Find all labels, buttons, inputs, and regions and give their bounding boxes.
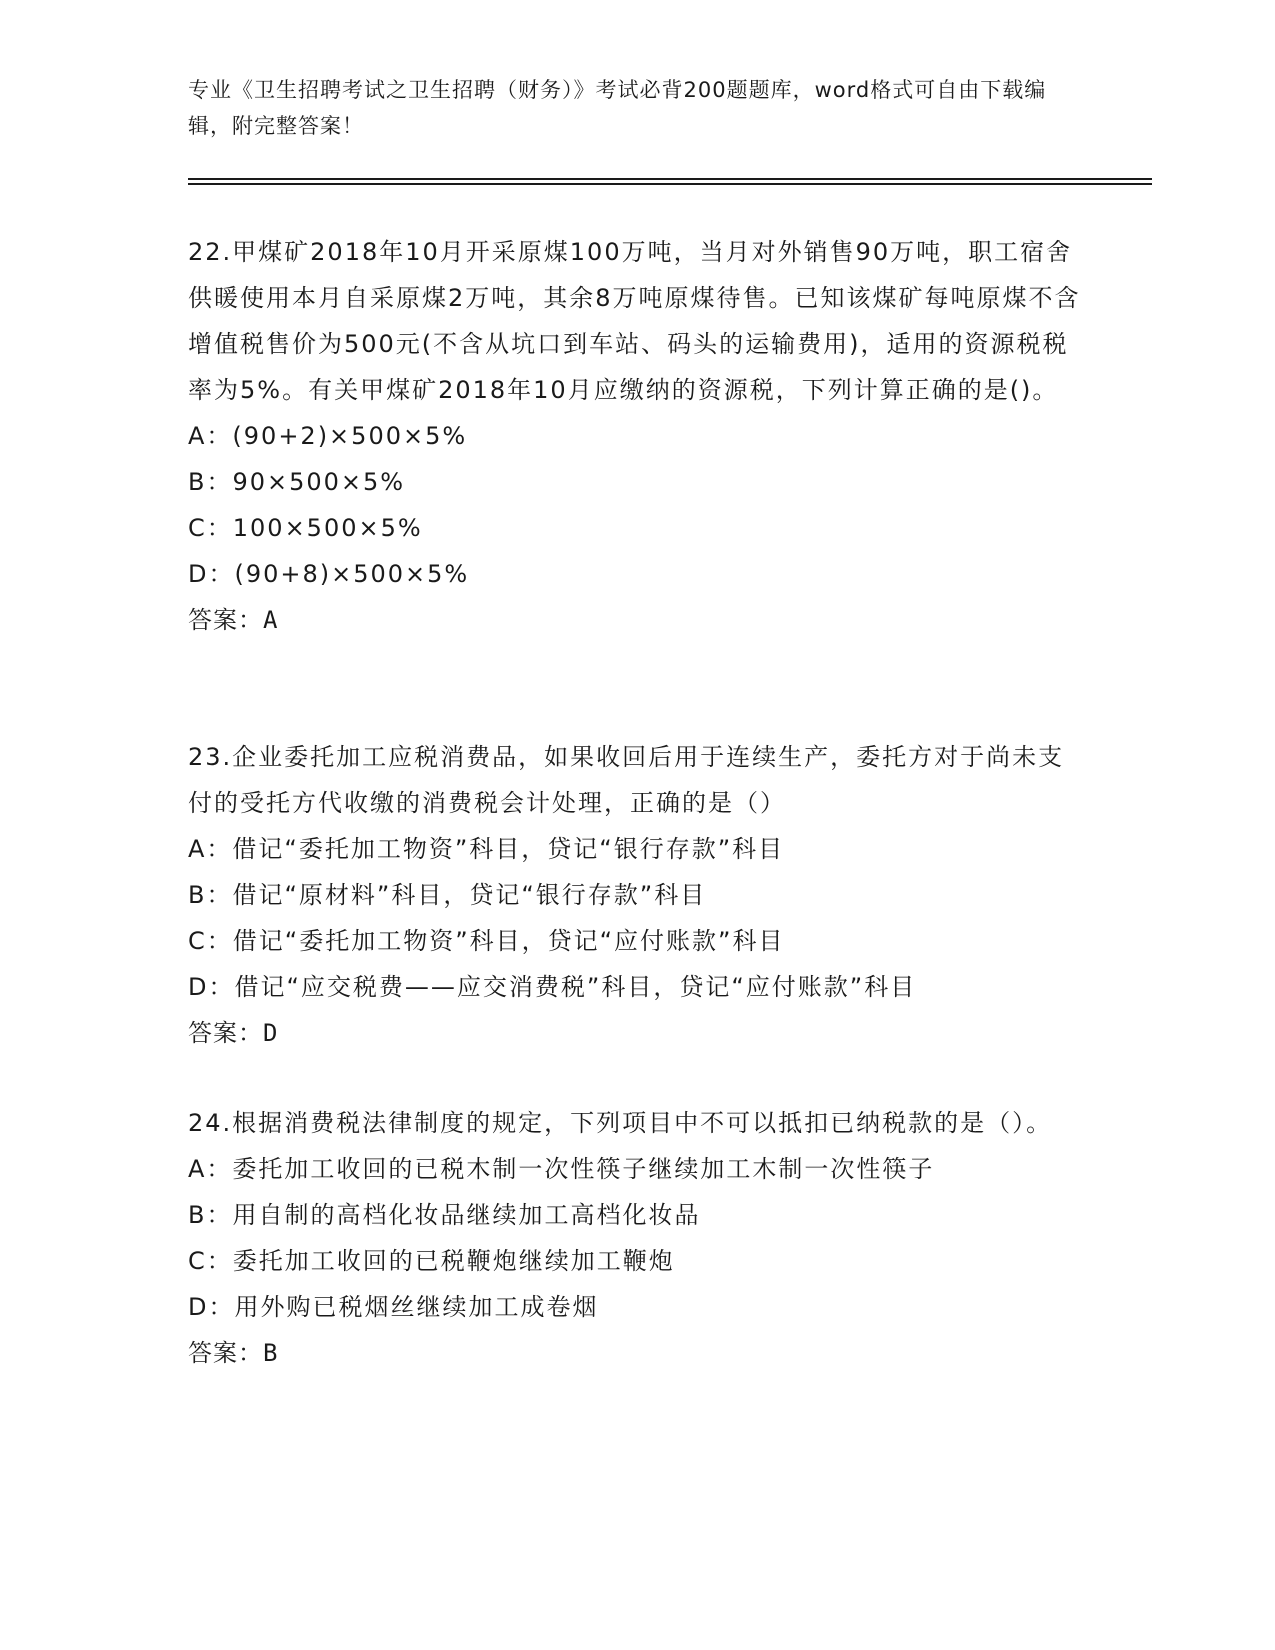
answer-label: 答案： — [188, 606, 263, 634]
option-d: D：借记“应交税费——应交消费税”科目，贷记“应付账款”科目 — [188, 973, 917, 1001]
option-d: D：(90+8)×500×5% — [188, 560, 470, 588]
option-c: C：借记“委托加工物资”科目，贷记“应付账款”科目 — [188, 927, 785, 955]
option-a: A：(90+2)×500×5% — [188, 422, 468, 450]
question-24 — [188, 1100, 1088, 1376]
answer-label: 答案： — [188, 1019, 263, 1047]
answer-value: D — [263, 1019, 279, 1047]
answer-line — [188, 1010, 1088, 1056]
answer-value: B — [263, 1339, 279, 1367]
option-a: A：借记“委托加工物资”科目，贷记“银行存款”科目 — [188, 835, 785, 863]
question-stem: 23.企业委托加工应税消费品，如果收回后用于连续生产，委托方对于尚未支付的受托方代收缴的消费税会计处理，正确的是（） — [188, 743, 1065, 817]
answer-label: 答案： — [188, 1339, 263, 1367]
answer-value: A — [263, 606, 279, 634]
answer-line — [188, 1330, 1088, 1376]
option-b: B：用自制的高档化妆品继续加工高档化妆品 — [188, 1201, 701, 1229]
option-d: D：用外购已税烟丝继续加工成卷烟 — [188, 1293, 599, 1321]
question-stem: 24.根据消费税法律制度的规定，下列项目中不可以抵扣已纳税款的是（）。 — [188, 1109, 1053, 1137]
header-rule-top — [188, 178, 1152, 180]
option-c: C：委托加工收回的已税鞭炮继续加工鞭炮 — [188, 1247, 675, 1275]
option-b: B：借记“原材料”科目，贷记“银行存款”科目 — [188, 881, 707, 909]
option-a: A：委托加工收回的已税木制一次性筷子继续加工木制一次性筷子 — [188, 1155, 935, 1183]
option-b: B：90×500×5% — [188, 468, 406, 496]
header-text: 专业《卫生招聘考试之卫生招聘（财务）》考试必背200题题库，word格式可自由下载编辑，附完整答案！ — [188, 78, 1047, 138]
question-23 — [188, 734, 1088, 1056]
document-header — [188, 72, 1088, 144]
question-stem: 22.甲煤矿2018年10月开采原煤100万吨，当月对外销售90万吨，职工宿舍供暖使用本月自采原煤2万吨，其余8万吨原煤待售。已知该煤矿每吨原煤不含增值税售价为500元(不含从坑口到车站、码头的运输费用)，适用的资源税税率为5%。有关甲煤矿2018年10月应缴纳的资源税，下列计算正确的是()。 — [188, 238, 1081, 404]
question-22 — [188, 229, 1088, 643]
answer-line — [188, 597, 1088, 643]
option-c: C：100×500×5% — [188, 514, 423, 542]
header-rule-bottom — [188, 183, 1152, 185]
